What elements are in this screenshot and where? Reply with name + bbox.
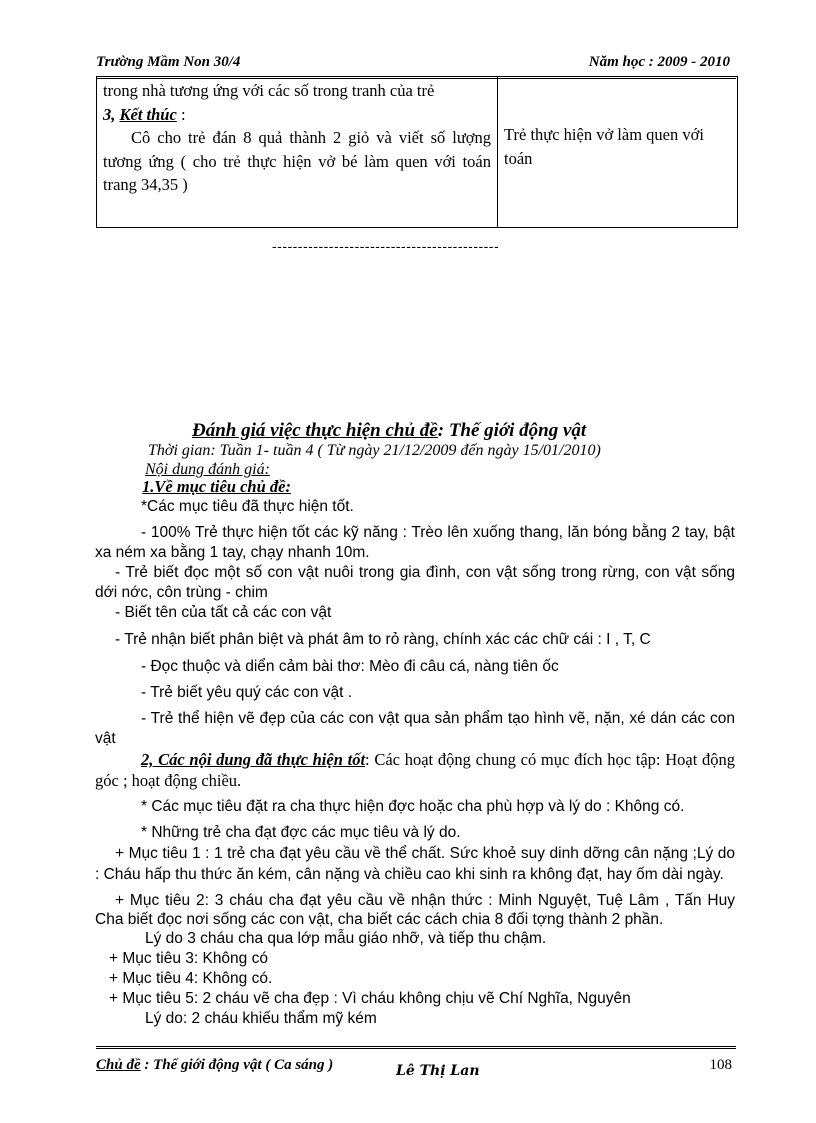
paragraph: Lý do: 2 cháu khiếu thẩm mỹ kém bbox=[145, 1010, 377, 1027]
footer-topic bbox=[96, 1057, 333, 1074]
paragraph: + Mục tiêu 2: 3 cháu cha đạt yêu cầu về nhận thức : Minh Nguyệt, Tuệ Lâm , Tấn Huy Cha biết đọc nơi sống các con vật, cha biết các cách chia 8 đối tợng thành 2 phần. bbox=[95, 892, 735, 928]
page-number: 108 bbox=[709, 1057, 732, 1073]
paragraph: + Mục tiêu 5: 2 cháu vẽ cha đẹp : Vì cháu không chịu vẽ Chí Nghĩa, Nguyên bbox=[109, 990, 631, 1007]
table-row bbox=[97, 77, 738, 228]
paragraph: - Đọc thuộc và diển cảm bài thơ: Mèo đi câu cá, nàng tiên ốc bbox=[141, 658, 559, 675]
page-footer bbox=[96, 1046, 736, 1079]
end-description: Cô cho trẻ đán 8 quả thành 2 giỏ và viết số lượng tương ứng ( cho trẻ thực hiện vở bé làm quen với toán trang 34,35 ) bbox=[103, 128, 491, 194]
title-prefix: Đánh giá việc thực hiện chủ đề bbox=[192, 420, 438, 441]
activity-table bbox=[96, 76, 738, 228]
end-heading-colon: : bbox=[176, 104, 186, 124]
paragraph: + Mục tiêu 1 : 1 trẻ cha đạt yêu cầu về thể chất. Sức khoẻ suy dinh dỡng cân nặng ;Lý do : Cháu hấp thu thức ăn kém, cân nặng và chiều cao khi sinh ra không đạt, hay ốm dài ngày. bbox=[95, 845, 735, 883]
end-heading-label: Kết thúc bbox=[119, 104, 177, 124]
paragraph bbox=[95, 749, 735, 791]
table-cell-child bbox=[498, 77, 738, 228]
goal-heading: 1.Về mục tiêu chủ đề: bbox=[142, 477, 291, 496]
paragraph: * Các mục tiêu đặt ra cha thực hiện đợc hoặc cha phù hợp và lý do : Không có. bbox=[141, 798, 685, 815]
paragraph: + Mục tiêu 4: Không có. bbox=[109, 970, 273, 987]
table-text-line: trong nhà tương ứng với các số trong tranh của trẻ bbox=[103, 81, 435, 100]
paragraph: + Mục tiêu 3: Không có bbox=[109, 950, 268, 967]
end-heading bbox=[103, 103, 491, 127]
paragraph: *Các mục tiêu đã thực hiện tốt. bbox=[141, 498, 354, 515]
title-colon: : bbox=[437, 420, 449, 441]
content-heading: 2, Các nội dung đã thực hiện tốt bbox=[141, 750, 366, 769]
title-topic: Thế giới động vật bbox=[448, 420, 587, 441]
separator-line: -------------------------------------------- bbox=[272, 238, 500, 254]
content-label: Nội dung đánh giá: bbox=[145, 461, 270, 478]
footer-topic-label: Chủ đề bbox=[96, 1057, 141, 1073]
school-year: Năm học : 2009 - 2010 bbox=[588, 54, 730, 70]
section-title bbox=[192, 420, 586, 442]
paragraph: Lý do 3 cháu cha qua lớp mẫu giáo nhỡ, và tiếp thu chậm. bbox=[145, 930, 547, 947]
child-activity: Trẻ thực hiện vở làm quen với toán bbox=[504, 125, 704, 168]
end-heading-number: 3, bbox=[103, 104, 116, 124]
footer-topic-text: : Thế giới động vật ( Ca sáng ) bbox=[140, 1057, 334, 1073]
content-heading-text: : Các hoạt động chung có mục đích học tập: Hoạt động góc ; hoạt động chiều. bbox=[95, 750, 736, 790]
evaluation-body bbox=[95, 497, 735, 1029]
paragraph: - 100% Trẻ thực hiện tốt các kỹ năng : Trèo lên xuống thang, lăn bóng bằng 2 tay, bật xa ném xa bằng 1 tay, chạy nhanh 10m. bbox=[95, 524, 735, 561]
paragraph: - Trẻ thể hiện vẽ đẹp của các con vật qua sản phẩm tạo hình vẽ, nặn, xé dán các con vật bbox=[95, 710, 735, 747]
page-header bbox=[96, 48, 736, 79]
paragraph: - Trẻ biết yêu quý các con vật . bbox=[141, 684, 353, 701]
paragraph: - Biết tên của tất cả các con vật bbox=[115, 604, 332, 621]
paragraph: - Trẻ biết đọc một số con vật nuôi trong gia đình, con vật sống trong rừng, con vật sống dới nớc, côn trùng - chim bbox=[95, 564, 735, 601]
school-name: Trường Mầm Non 30/4 bbox=[96, 54, 241, 70]
table-cell-activity bbox=[97, 77, 498, 228]
footer-author: Lê Thị Lan bbox=[396, 1063, 480, 1079]
time-range: Thời gian: Tuần 1- tuần 4 ( Từ ngày 21/12/2009 đến ngày 15/01/2010) bbox=[148, 442, 601, 459]
paragraph: * Những trẻ cha đạt đợc các mục tiêu và lý do. bbox=[141, 824, 461, 841]
paragraph: - Trẻ nhận biết phân biệt và phát âm to rỏ ràng, chính xác các chữ cái : I , T, C bbox=[115, 631, 651, 648]
